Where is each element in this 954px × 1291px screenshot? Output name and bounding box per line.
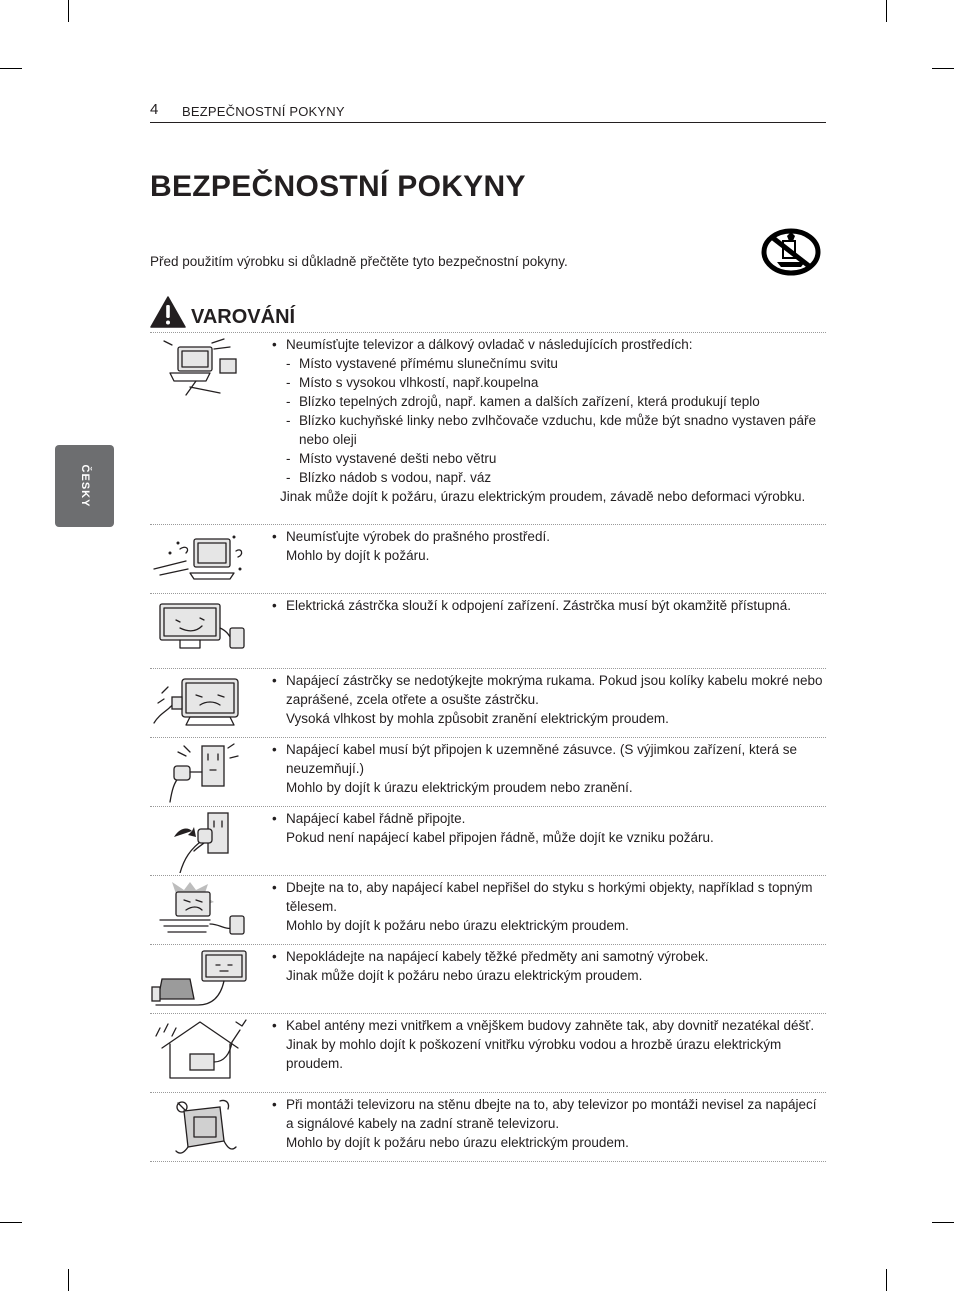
- wet-hands-plug-illustration: [150, 673, 250, 735]
- crop-mark: [68, 1269, 69, 1291]
- warning-note: Mohlo by dojít k úrazu elektrickým proudem nebo zranění.: [286, 780, 633, 795]
- dusty-tv-illustration: [150, 529, 250, 591]
- warning-note: Pokud není napájecí kabel připojen řádně, může dojít ke vzniku požáru.: [286, 830, 714, 845]
- crop-mark: [932, 68, 954, 69]
- warning-list: [150, 332, 826, 1162]
- hot-object-cable-illustration: [150, 880, 250, 942]
- warning-item: [150, 945, 826, 1014]
- warning-label: VAROVÁNÍ: [191, 306, 296, 328]
- language-tab-label: ČESKY: [79, 464, 91, 508]
- warning-note: Jinak by mohlo dojít k poškození vnitřku výrobku vodou a hrozbě úrazu elektrickým proudem.: [286, 1037, 782, 1071]
- crop-mark: [0, 68, 22, 69]
- antenna-cable-house-illustration: [150, 1018, 250, 1080]
- tv-plug-access-illustration: [150, 598, 250, 660]
- sub-item: - Blízko nádob s vodou, např. váz: [272, 468, 826, 487]
- warning-item-text: • Neumísťujte televizor a dálkový ovladač v následujících prostředích:: [272, 335, 826, 354]
- no-disassembly-icon: [761, 228, 821, 276]
- page-number: 4: [150, 101, 159, 118]
- sub-item: - Místo vystavené dešti nebo větru: [272, 449, 826, 468]
- warning-note: Mohlo by dojít k požáru nebo úrazu elektrickým proudem.: [286, 1135, 629, 1150]
- warning-item-text: • Při montáži televizoru na stěnu dbejte na to, aby televizor po montáži nevisel za napájecí a signálové kabely na zadní straně televizoru.: [272, 1095, 826, 1133]
- warning-item: [150, 1093, 826, 1162]
- warning-item-text: • Nepokládejte na napájecí kabely těžké předměty ani samotný výrobek.: [272, 947, 826, 966]
- warning-item-text: • Kabel antény mezi vnitřkem a vnějškem budovy zahněte tak, aby dovnitř nezatékal déšť.: [272, 1016, 826, 1035]
- warning-item: [150, 738, 826, 807]
- warning-item: [150, 876, 826, 945]
- warning-item: [150, 594, 826, 669]
- sub-item: - Místo s vysokou vlhkostí, např.koupelna: [272, 373, 826, 392]
- crop-mark: [932, 1222, 954, 1223]
- warning-item-text: • Neumísťujte výrobek do prašného prostředí.: [272, 527, 826, 546]
- running-title: BEZPEČNOSTNÍ POKYNY: [182, 104, 345, 119]
- warning-triangle-icon: [150, 296, 186, 328]
- crop-mark: [886, 0, 887, 22]
- warning-item: [150, 807, 826, 876]
- page-header: [150, 100, 826, 123]
- page-title: BEZPEČNOSTNÍ POKYNY: [150, 170, 526, 203]
- sub-item: - Blízko kuchyňské linky nebo zvlhčovače vzduchu, kde může být snadno vystaven páře nebo oleji: [272, 411, 826, 449]
- wall-mount-cables-illustration: [150, 1097, 250, 1159]
- sub-item: - Blízko tepelných zdrojů, např. kamen a dalších zařízení, která produkují teplo: [272, 392, 826, 411]
- warning-note: Jinak může dojít k požáru nebo úrazu elektrickým proudem.: [286, 968, 643, 983]
- warning-item-text: • Elektrická zástrčka slouží k odpojení zařízení. Zástrčka musí být okamžitě přístupná.: [272, 596, 826, 615]
- warning-item: [150, 1014, 826, 1093]
- warning-item: [150, 333, 826, 525]
- grounded-outlet-illustration: [150, 742, 250, 804]
- tv-in-environments-illustration: [150, 337, 250, 399]
- crop-mark: [68, 0, 69, 22]
- warning-item-text: • Napájecí zástrčky se nedotýkejte mokrýma rukama. Pokud jsou kolíky kabelu mokré nebo zaprášené, zcela otřete a osušte zástrčku.: [272, 671, 826, 709]
- crop-mark: [0, 1222, 22, 1223]
- warning-item-text: • Dbejte na to, aby napájecí kabel nepřišel do styku s horkými objekty, například s topným tělesem.: [272, 878, 826, 916]
- heavy-object-cable-illustration: [150, 949, 250, 1011]
- warning-note: Mohlo by dojít k požáru.: [286, 548, 430, 563]
- crop-mark: [886, 1269, 887, 1291]
- warning-note: Mohlo by dojít k požáru nebo úrazu elektrickým proudem.: [286, 918, 629, 933]
- warning-item: [150, 525, 826, 594]
- warning-note: Jinak může dojít k požáru, úrazu elektrickým proudem, závadě nebo deformaci výrobku.: [280, 489, 806, 504]
- sub-item: - Místo vystavené přímému slunečnímu svitu: [272, 354, 826, 373]
- warning-item-text: • Napájecí kabel řádně připojte.: [272, 809, 826, 828]
- warning-item-text: • Napájecí kabel musí být připojen k uzemněné zásuvce. (S výjimkou zařízení, která se neuzemňují.): [272, 740, 826, 778]
- plug-insert-illustration: [150, 811, 250, 873]
- warning-item: [150, 669, 826, 738]
- language-tab: [55, 445, 114, 527]
- intro-text: Před použitím výrobku si důkladně přečtěte tyto bezpečnostní pokyny.: [150, 254, 568, 269]
- warning-note: Vysoká vlhkost by mohla způsobit zranění elektrickým proudem.: [286, 711, 669, 726]
